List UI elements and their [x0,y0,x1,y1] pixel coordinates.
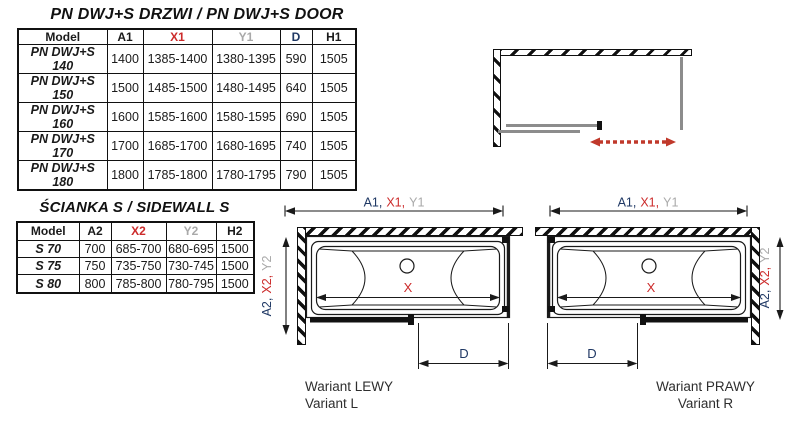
cell-model: S 70 [17,240,79,257]
sidewall-table-title: ŚCIANKA S / SIDEWALL S [39,199,230,216]
cell-d: 790 [280,161,312,191]
cell-h2: 1500 [216,240,254,257]
table-row [18,45,356,74]
dim-label-a1x1y1: A1, X1, Y1 [363,195,425,210]
variant-right-diagram [528,192,800,422]
col-header-a1: A1 [107,29,143,45]
cell-a1: 1500 [107,74,143,103]
table-row [17,275,254,293]
col-header-h2: H2 [216,222,254,240]
cell-x2: 785-800 [111,275,166,293]
cell-h1: 1505 [312,161,356,191]
cell-a2: 750 [79,257,111,274]
d-dimension-label: D [459,346,469,361]
cell-model: S 75 [17,257,79,274]
col-header-y1: Y1 [212,29,280,45]
cell-x1: 1485-1500 [143,74,212,103]
cell-h1: 1505 [312,132,356,161]
cell-x1: 1585-1600 [143,103,212,132]
cell-a2: 800 [79,275,111,293]
cell-y2: 730-745 [166,257,216,274]
d-dimension-label: D [587,346,597,361]
cell-x2: 685-700 [111,240,166,257]
sidewall-table-header-row [17,222,254,240]
variant-left-caption [305,378,393,412]
variant-right-caption-en: Variant R [677,396,734,411]
variant-left-caption-en: Variant L [305,396,359,411]
drain-icon [642,259,656,273]
cell-a1: 1600 [107,103,143,132]
table-row [18,161,356,191]
table-row [17,240,254,257]
door-table-title: PN DWJ+S DRZWI / PN DWJ+S DOOR [50,6,344,23]
cell-model: PN DWJ+S 150 [18,74,107,103]
wall-hatch-top [497,49,692,56]
sidewall-spec-table [16,221,255,294]
cell-model: PN DWJ+S 160 [18,103,107,132]
col-header-h1: H1 [312,29,356,45]
drain-icon [400,259,414,273]
variant-left-diagram [256,192,526,422]
cell-y1: 1380-1395 [212,45,280,74]
cell-y1: 1480-1495 [212,74,280,103]
cell-d: 740 [280,132,312,161]
cell-y2: 680-695 [166,240,216,257]
corner-installation-diagram [485,42,695,154]
col-header-x2: X2 [111,222,166,240]
slide-direction-arrow [588,134,678,150]
door-panel [310,317,414,323]
cell-d: 640 [280,74,312,103]
x-dimension-label: X [403,280,413,295]
cell-y1: 1580-1595 [212,103,280,132]
door-handle [408,314,414,325]
col-header-d: D [280,29,312,45]
table-row [17,257,254,274]
sidewall-glass [680,57,683,130]
col-header-a2: A2 [79,222,111,240]
variant-right-caption [638,378,773,412]
cell-model: PN DWJ+S 140 [18,45,107,74]
dimension-arrow-a2x2y2 [283,237,290,335]
cell-a1: 1400 [107,45,143,74]
cell-h1: 1505 [312,103,356,132]
col-header-model: Model [18,29,107,45]
col-header-x1: X1 [143,29,212,45]
cell-model: PN DWJ+S 180 [18,161,107,191]
variant-left-caption-pl: Wariant LEWY [305,379,394,394]
dim-label-a1x1y1: A1, X1, Y1 [617,195,679,210]
cell-d: 590 [280,45,312,74]
cell-y1: 1680-1695 [212,132,280,161]
col-header-model: Model [17,222,79,240]
sidewall-table-section [16,199,253,294]
cell-y1: 1780-1795 [212,161,280,191]
cell-model: PN DWJ+S 170 [18,132,107,161]
x-dimension-label: X [646,280,656,295]
table-row [18,74,356,103]
fixed-door-panel [498,130,580,133]
cell-model: S 80 [17,275,79,293]
cell-x2: 735-750 [111,257,166,274]
cell-h2: 1500 [216,275,254,293]
door-spec-table [17,28,357,191]
cell-x1: 1685-1700 [143,132,212,161]
sliding-door-panel [506,124,600,127]
col-header-y2: Y2 [166,222,216,240]
door-table-header-row [18,29,356,45]
cell-a1: 1800 [107,161,143,191]
door-handle-knob [597,121,602,130]
cell-a1: 1700 [107,132,143,161]
cell-d: 690 [280,103,312,132]
door-handle [640,314,646,325]
cell-h2: 1500 [216,257,254,274]
door-panel [644,317,748,323]
door-table-section [17,6,355,191]
cell-x1: 1785-1800 [143,161,212,191]
dim-label-a2x2y2: A2,X2,Y2 [260,255,274,317]
table-row [18,132,356,161]
variant-right-caption-pl: Wariant PRAWY [656,379,755,394]
cell-x1: 1385-1400 [143,45,212,74]
cell-h1: 1505 [312,45,356,74]
cell-y2: 780-795 [166,275,216,293]
table-row [18,103,356,132]
dimension-arrow-a2x2y2 [777,237,784,320]
cell-a2: 700 [79,240,111,257]
cell-h1: 1505 [312,74,356,103]
dim-label-a2x2y2: A2,X2,Y2 [758,247,772,309]
